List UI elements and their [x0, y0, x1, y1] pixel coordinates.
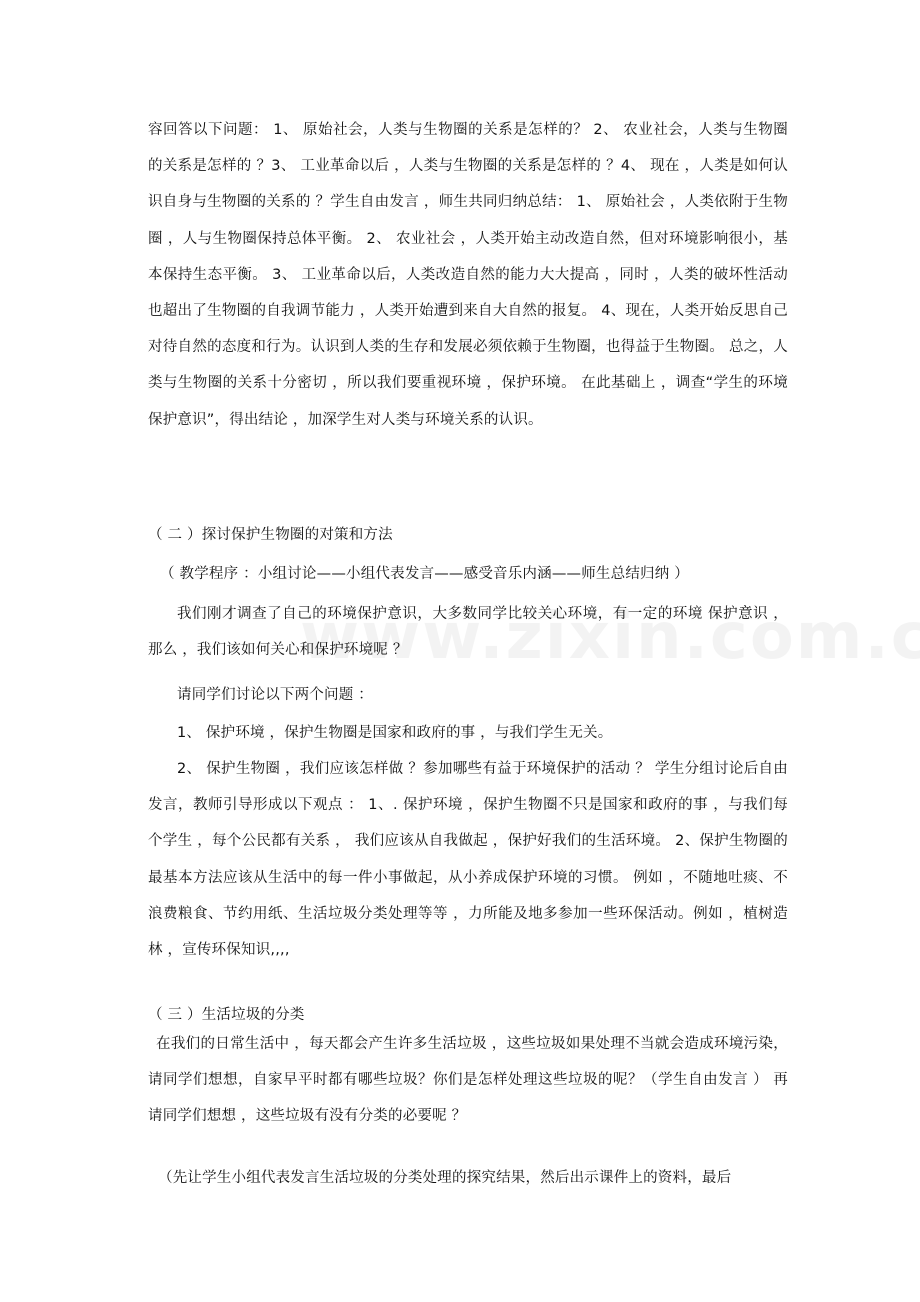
section-heading-three: （ 三 ）生活垃圾的分类	[148, 1007, 305, 1023]
paragraph-environment-awareness: 我们刚才调查了自己的环境保护意识，大多数同学比较关心环境，有一定的环境 保护意识 ，那么 ，我们该如何关心和保护环境呢 ？	[148, 606, 788, 659]
paragraph-garbage-classification-intro: （先让学生小组代表发言生活垃圾的分类处理的探究结果，然后出示课件上的资料，最后	[158, 1170, 732, 1186]
section-heading-two: （ 二 ）探讨保护生物圈的对策和方法	[148, 527, 393, 543]
paragraph-household-garbage: 在我们的日常生活中 ，每天都会产生许多生活垃圾 ，这些垃圾如果处理不当就会造成环境污染，请同学们想想，自家早平时都有哪些垃圾？你们是怎样处理这些垃圾的呢？（学生自由发言 ） 再请同学们想想 ，这些垃圾有没有分类的必要呢 ？	[148, 1036, 788, 1125]
teaching-procedure: （ 教学程序 ：小组讨论——小组代表发言——感受音乐内涵——师生总结归纳 ）	[160, 566, 689, 582]
paragraph-human-biosphere-relationship: 容回答以下问题： 1、 原始社会，人类与生物圈的关系是怎样的？ 2、 农业社会，人类与生物圈的关系是怎样的 ？3、 工业革命以后 ，人类与生物圈的关系是怎样的 ？4、 现在 ，人类是如何认识自身与生物圈的关系的 ？学生自由发言 ，师生共同归纳总结： 1、 原始社会 ，人类依附于生物圈 ，人与生物圈保持总体平衡。 2、 农业社会 ，人类开始主动改造自然，但对环境影响很小，基本保持生态平衡。 3、 工业革命以后，人类改造自然的能力大大提高 ，同时 ，人类的破坏性活动也超出了生物圈的自我调节能力 ，人类开始遭到来自大自然的报复。 4、现在，人类开始反思自己对待自然的态度和行为。认识到人类的生存和发展必须依赖于生物圈，也得益于生物圈。 总之，人类与生物圈的关系十分密切 ，所以我们要重视环境 ，保护环境。 在此基础上 ，调查“学生的环境保护意识”，得出结论 ，加深学生对人类与环境关系的认识。	[148, 122, 788, 428]
discussion-question-2-and-conclusions: 2、 保护生物圈 ，我们应该怎样做 ？参加哪些有益于环境保护的活动 ？ 学生分组讨论后自由发言，教师引导形成以下观点 ： 1、. 保护环境 ，保护生物圈不只是国家和政府的事 ，与我们每个学生 ，每个公民都有关系 ， 我们应该从自我做起 ，保护好我们的生活环境。 2、保护生物圈的最基本方法应该从生活中的每一件小事做起，从小养成保护环境的习惯。 例如 ，不随地吐痰、不浪费粮食、节约用纸、生活垃圾分类处理等等 ，力所能及地多参加一些环保活动。例如 ，植树造林 ，宣传环保知识,,,,	[148, 761, 788, 959]
discussion-question-1: 1、 保护环境 ，保护生物圈是国家和政府的事 ，与我们学生无关。	[177, 725, 613, 741]
discussion-prompt: 请同学们讨论以下两个问题 ：	[177, 687, 373, 703]
